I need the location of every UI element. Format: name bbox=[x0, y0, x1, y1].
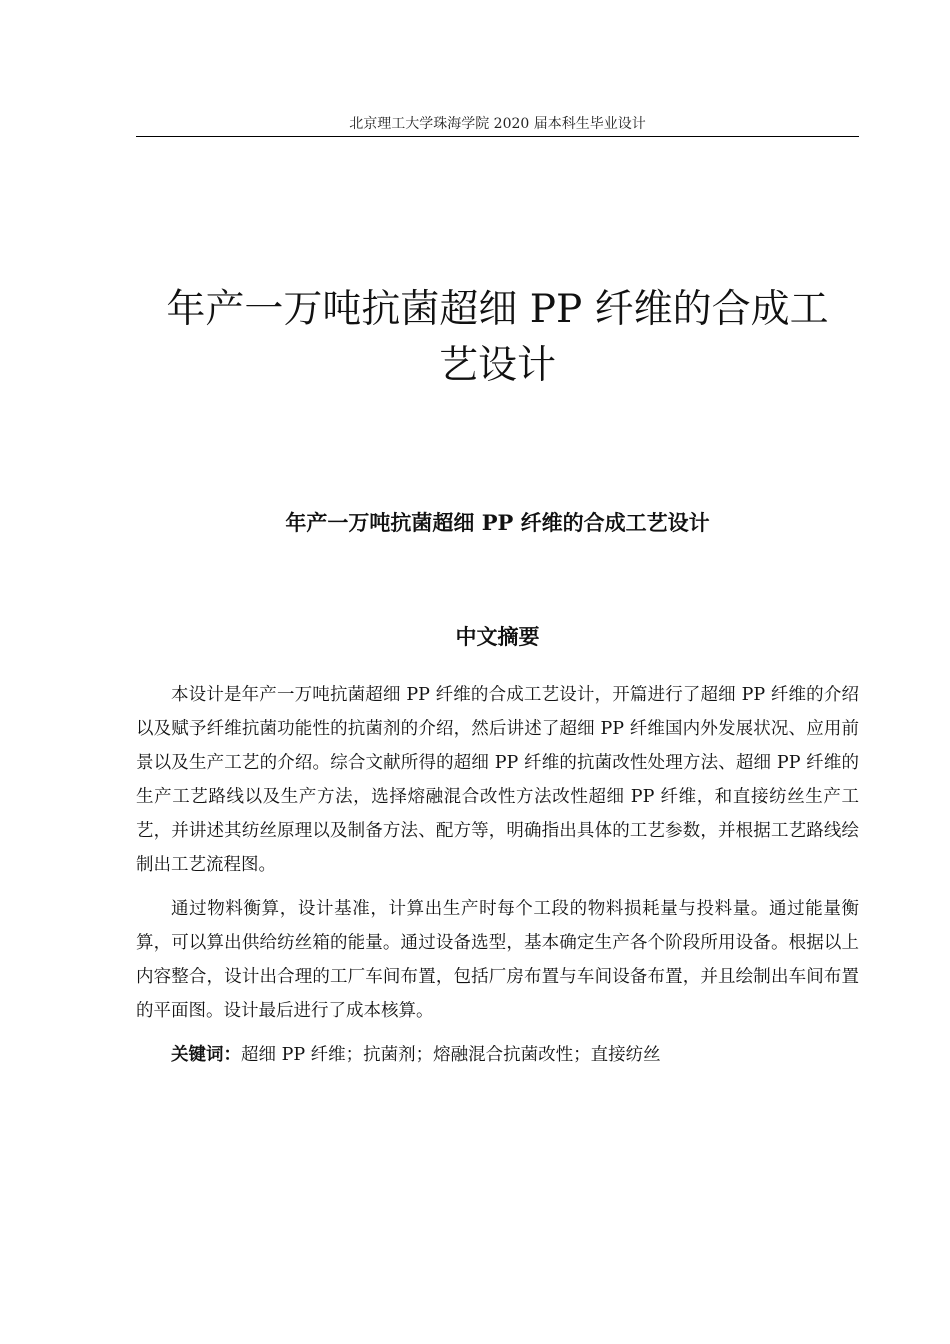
abstract-paragraph-1: 本设计是年产一万吨抗菌超细 PP 纤维的合成工艺设计，开篇进行了超细 PP 纤维的介绍以及赋予纤维抗菌功能性的抗菌剂的介绍，然后讲述了超细 PP 纤维国内外发展状况、应用前景以及生产工艺的介绍。综合文献所得的超细 PP 纤维的抗菌改性处理方法、超细 PP 纤维的生产工艺路线以及生产方法，选择熔融混合改性方法改性超细 PP 纤维，和直接纺丝生产工艺，并讲述其纺丝原理以及制备方法、配方等，明确指出具体的工艺参数，并根据工艺路线绘制出工艺流程图。 bbox=[136, 685, 859, 875]
abstract-body bbox=[136, 678, 859, 1072]
abstract-paragraph-2: 通过物料衡算，设计基准，计算出生产时每个工段的物料损耗量与投料量。通过能量衡算，可以算出供给纺丝箱的能量。通过设备选型，基本确定生产各个阶段所用设备。根据以上内容整合，设计出合理的工厂车间布置，包括厂房布置与车间设备布置，并且绘制出车间布置的平面图。设计最后进行了成本核算。 bbox=[136, 899, 859, 1021]
page-header bbox=[136, 114, 859, 137]
main-title-line-2: 艺设计 bbox=[438, 343, 556, 388]
keywords-label: 关键词： bbox=[171, 1045, 241, 1065]
abstract-heading: 中文摘要 bbox=[455, 624, 540, 649]
keywords-text: 超细 PP 纤维；抗菌剂；熔融混合抗菌改性；直接纺丝 bbox=[241, 1045, 661, 1065]
main-title-line-1: 年产一万吨抗菌超细 PP 纤维的合成工 bbox=[166, 287, 829, 332]
main-title bbox=[136, 282, 859, 394]
keywords-line bbox=[136, 1038, 859, 1072]
sub-title: 年产一万吨抗菌超细 PP 纤维的合成工艺设计 bbox=[285, 510, 710, 535]
page-header-text: 北京理工大学珠海学院 2020 届本科生毕业设计 bbox=[349, 116, 646, 132]
